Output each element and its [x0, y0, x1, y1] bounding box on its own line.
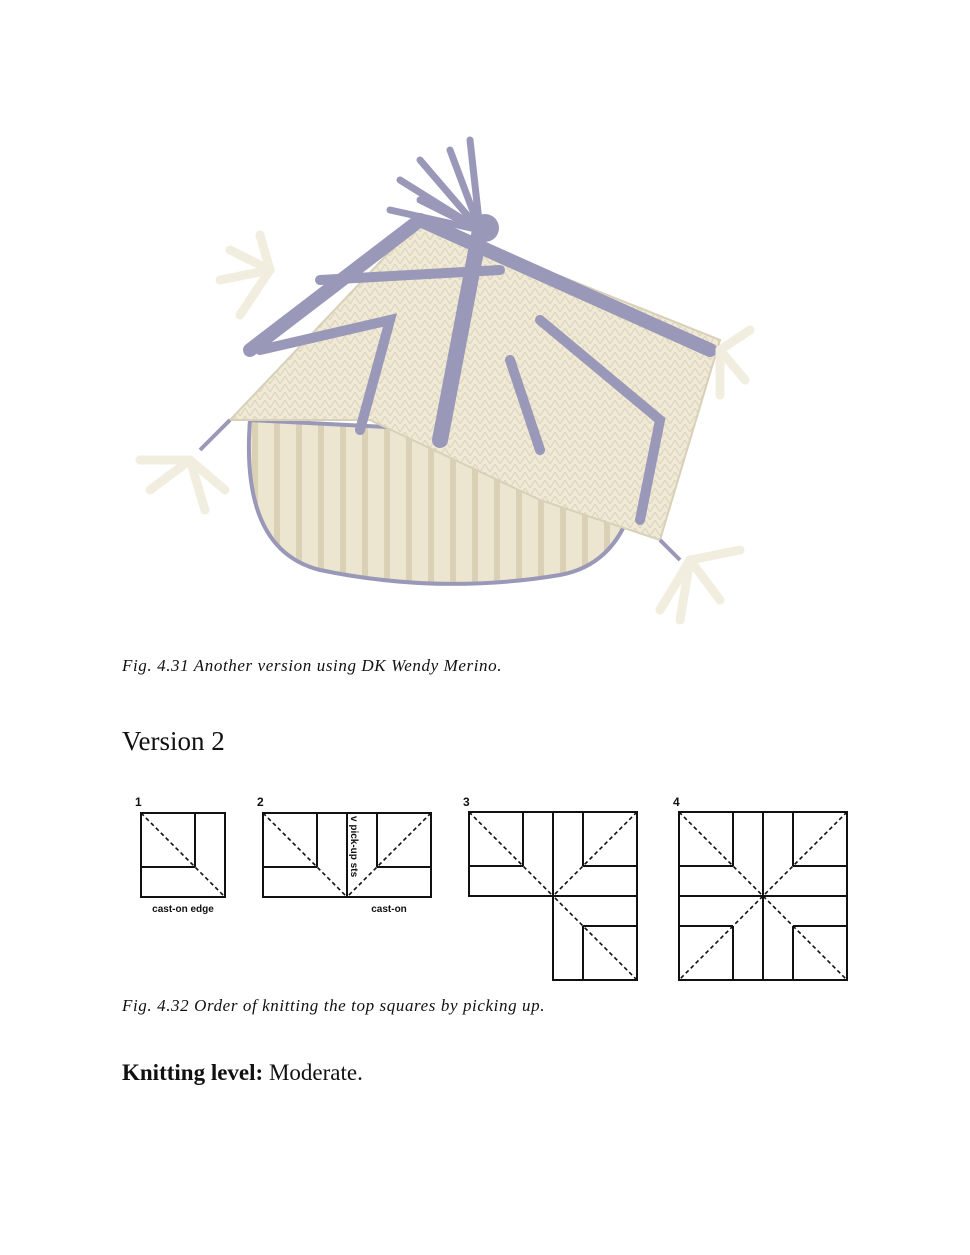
- step-number: 3: [463, 795, 470, 809]
- cast-on-label: cast-on: [371, 904, 407, 915]
- knitting-level-value: Moderate.: [268, 1060, 363, 1085]
- figure-caption: Fig. 4.32 Order of knitting the top squares by picking up.: [122, 996, 546, 1015]
- section-heading: Version 2: [122, 726, 225, 756]
- step-number: 1: [135, 795, 142, 809]
- knitting-level-label: Knitting level:: [122, 1060, 264, 1085]
- knitting-level: [122, 1060, 363, 1086]
- figure-caption: Fig. 4.31 Another version using DK Wendy Merino.: [122, 656, 503, 675]
- hat-photo: [120, 120, 760, 640]
- pick-up-label: v pick-up sts: [348, 816, 359, 878]
- step-number: 2: [257, 795, 264, 809]
- step-number: 4: [673, 795, 680, 809]
- cast-on-edge-label: cast-on edge: [152, 904, 214, 915]
- knitting-order-diagram: [128, 790, 868, 990]
